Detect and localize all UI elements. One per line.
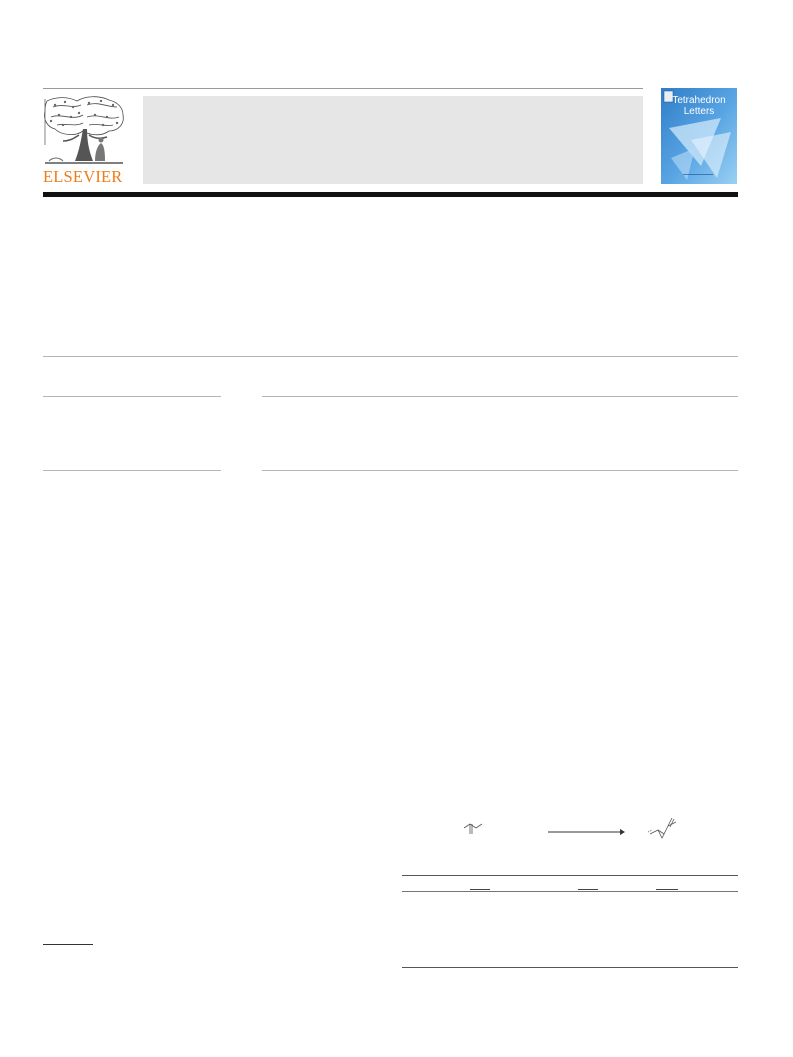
journal-cover-title-line1: Tetrahedron [672,95,726,106]
table-header-underline [470,889,490,890]
table-top-rule [402,875,738,876]
publisher-logo[interactable] [43,95,125,187]
elsevier-tree-icon [43,95,125,167]
header-thick-rule [43,192,738,197]
article-info-bottom-rule [43,470,221,471]
publisher-wordmark: ELSEVIER [43,167,123,186]
table-header-underline [656,889,678,890]
footnote-separator [43,944,93,945]
journal-banner [143,96,643,184]
starting-material-structure [464,824,482,834]
article-title-divider [43,356,738,357]
arrow-right-icon [548,829,625,835]
journal-cover-title [661,95,737,117]
abstract-bottom-rule [262,470,738,471]
article-info-top-rule [43,396,221,397]
journal-cover-title-line2: Letters [683,106,715,117]
table-bottom-rule [402,967,738,968]
table-header-rule [402,891,738,892]
reaction-scheme [400,812,740,862]
abstract-top-rule [262,396,738,397]
header-top-rule [43,88,643,89]
journal-cover[interactable] [661,88,737,184]
product-structure [648,818,676,838]
table-header-underline [578,889,598,890]
